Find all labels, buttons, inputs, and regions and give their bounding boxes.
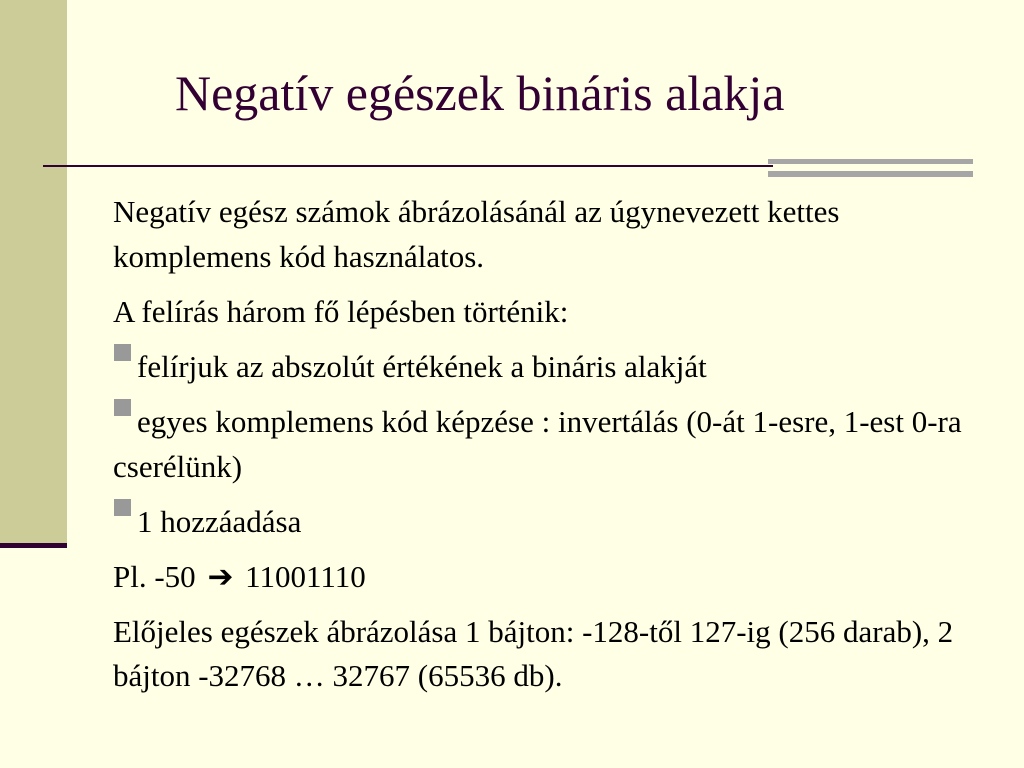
square-bullet-icon	[113, 356, 133, 376]
square-bullet-icon	[113, 411, 133, 431]
intro-paragraph: Negatív egész számok ábrázolásánál az úgynevezett kettes komplemens kód használatos.	[113, 194, 840, 274]
right-arrow-icon: ➔	[207, 558, 234, 594]
bullet-item-absolute-value	[113, 345, 973, 390]
bullet-item-ones-complement	[113, 400, 973, 490]
left-accent-line	[0, 543, 67, 548]
title-underline	[43, 165, 773, 167]
slide-body	[113, 190, 973, 709]
decorative-gray-bar-bottom	[768, 171, 973, 177]
bullet-text: felírjuk az abszolút értékének a bináris alakját	[137, 348, 707, 384]
example-result: 11001110	[245, 558, 366, 594]
example-prefix: Pl. -50	[113, 558, 196, 594]
example-line	[113, 555, 973, 600]
bullet-text: egyes komplemens kód képzése : invertálás (0-át 1-esre, 1-est 0-ra cserélünk)	[113, 403, 962, 484]
bullet-text: 1 hozzáadása	[137, 503, 302, 539]
left-decorative-band	[0, 0, 67, 545]
square-bullet-icon	[113, 511, 133, 531]
slide-title: Negatív egészek bináris alakja	[175, 65, 785, 121]
bullet-item-add-one	[113, 500, 973, 545]
closing-paragraph: Előjeles egészek ábrázolása 1 bájton: -128-től 127-ig (256 darab), 2 bájton -32768 … 32767 (65536 db).	[113, 613, 954, 694]
decorative-gray-bar-top	[768, 159, 973, 164]
steps-intro-paragraph: A felírás három fő lépésben történik:	[113, 293, 569, 329]
